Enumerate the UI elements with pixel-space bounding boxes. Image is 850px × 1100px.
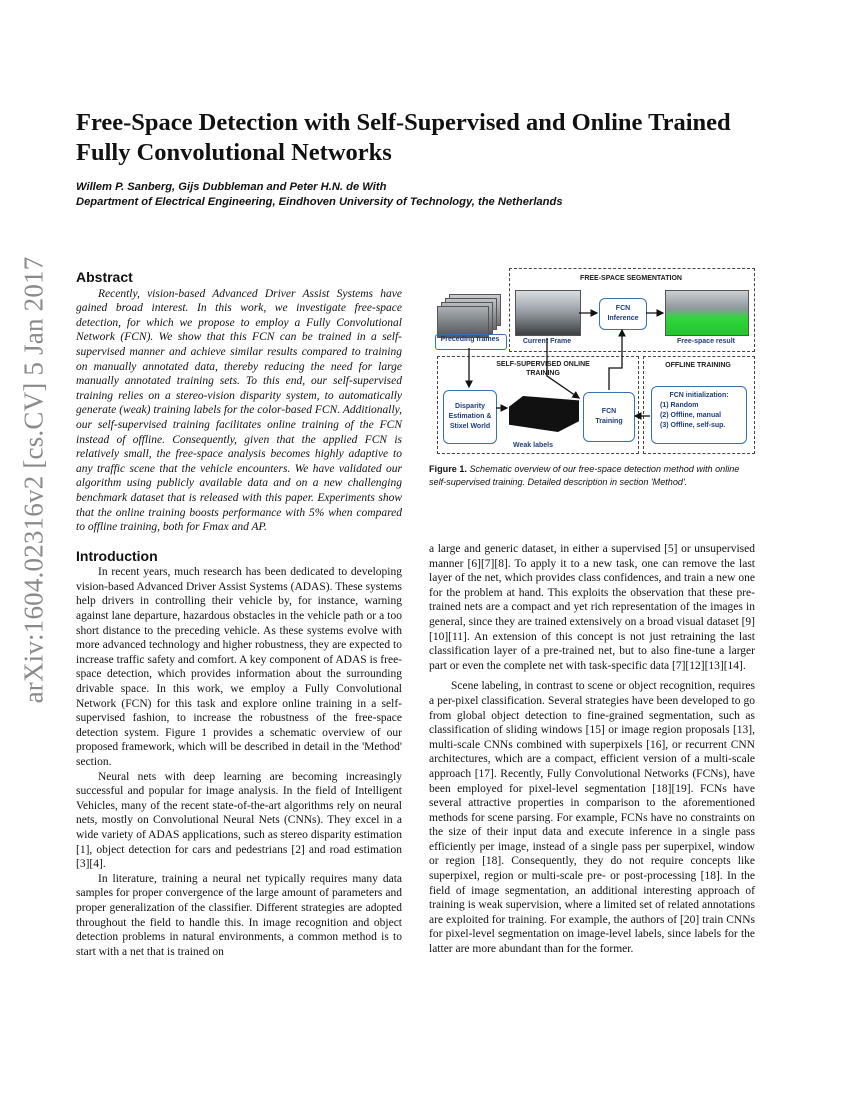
figure-arrows bbox=[429, 268, 757, 453]
disparity-label: Disparity Estimation & Stixel World bbox=[448, 403, 492, 430]
caption-text: Schematic overview of our free-space detection method with online self-supervised training. Detailed description in section 'Method'. bbox=[429, 464, 740, 487]
body-paragraph: a large and generic dataset, in either a supervised [5] or unsupervised manner [6][7][8]. To apply it to a new task, one can remove the last layer of the net, which provides class confidences, and train a new one for the problem at hand. This exploits the observation that these pre-trained nets are a compact and yet rich representation of the images in general, since they are trained extensively on a broad visual dataset [9][10][11]. An extension of this concept is not just retraining the last classification layer of a pre-trained net, but to also fine-tune a larger part or even the complete net with task-specific data [7][12][13][14]. bbox=[429, 543, 755, 672]
body-paragraph: Scene labeling, in contrast to scene or object recognition, requires a per-pixel classification. Several strategies have been developed to go from global object detection to fine-grained segmentation, such as classification of sliding windows [15] or image region proposals [13], multi-scale CNNs combined with superpixels [16], or recurrent CNN architectures, which are a compact, efficient version of a multi-scale approach [17]. Recently, Fully Convolutional Networks (FCNs), have been employed for pixel-level segmentation [18][19]. FCNs have several attractive properties in comparison to the aforementioned methods for scene parsing. For example, FCNs have no constraints on the size of their input data and execute inference in a single pass efficiently per image, instead of a single pass per superpixel, window or region [18]. Consequently, they do not require concepts like superpixel, region or multi-scale pre- or post-processing [18]. In the field of image segmentation, an additional interesting approach of training is weak supervision, where a limited set of related annotations are exploited for training. For example, the authors of [20] train CNNs for pixel-level segmentation on image-level labels, since labels for the latter are more abundant than for the former. bbox=[429, 680, 755, 956]
online-training-label: SELF-SUPERVISED ONLINE TRAINING bbox=[496, 361, 590, 377]
intro-paragraph: In recent years, much research has been dedicated to developing vision-based Advanced Driver Assist Systems (ADAS). These systems help drivers in controlling their vehicle by, for instance, warning against lane departure, hazardous obstacles in the vehicle path or a too short distance to the preceding vehicle. As these systems evolve with more advanced technology and higher robustness, they are expected to increase traffic safety and comfort. A key component of ADAS is free-space detection, which provides information about the surrounding drivable space. In this work, we employ a Fully Convolutional Network (FCN) for this task and explore online training in a self-supervised fashion, to increase the robustness of the free-space detection system. Figure 1 provides a schematic overview of our proposed framework, which will be described in detail in the 'Method' section. bbox=[76, 566, 402, 768]
author-names: Willem P. Sanberg, Gijs Dubbleman and Peter H.N. de With bbox=[76, 181, 387, 193]
init-option: (1) Random bbox=[660, 402, 699, 409]
preceding-frames-label: Preceding frames bbox=[440, 336, 500, 343]
arrow bbox=[547, 338, 579, 398]
abstract-paragraph: Recently, vision-based Advanced Driver Assist Systems have gained broad interest. In this work, we investigate free-space detection, for which we propose to employ a Fully Convolutional Network (FCN). We show that this FCN can be trained in a self-supervised manner and achieve similar results compared to training on manually annotated data, thereby reducing the need for large manually annotated training sets. To this end, our self-supervised training relies on a stereo-vision disparity system, to automatically generate (weak) training labels for the color-based FCN. Additionally, our self-supervised training facilitates online training of the FCN instead of offline. Consequently, given that the applied FCN is relatively small, the free-space analysis becomes highly adaptive to any traffic scene that the vehicle encounters. We have validated our algorithm using publicly available data and on a new challenging benchmark dataset that is released with this paper. Experiments show that the online training boosts performance with 5% when compared to offline training, both for Fmax and AP. bbox=[76, 287, 402, 534]
right-column bbox=[429, 542, 755, 957]
figure-1 bbox=[429, 268, 757, 453]
introduction-heading: Introduction bbox=[76, 547, 158, 564]
left-column bbox=[76, 270, 402, 959]
fcn-initialization-label: FCN initialization: bbox=[669, 392, 729, 399]
arxiv-stamp bbox=[14, 256, 54, 704]
affiliation: Department of Electrical Engineering, Eindhoven University of Technology, the Netherlands bbox=[76, 196, 563, 208]
current-frame-label: Current Frame bbox=[522, 338, 572, 345]
paper-title: Free-Space Detection with Self-Supervised and Online Trained Fully Convolutional Networks bbox=[76, 109, 731, 166]
weak-labels-label: Weak labels bbox=[513, 442, 553, 449]
intro-paragraph: In literature, training a neural net typically requires many data samples for proper convergence of the large amount of parameters and proper generalization of the classifier. Different strategies are adopted throughout the field to handle this. In image recognition and object detection problems in natural environments, a common method is to start with a net that is trained on bbox=[76, 872, 402, 958]
fcn-inference-label: FCN Inference bbox=[607, 305, 639, 322]
intro-paragraph: Neural nets with deep learning are becoming increasingly successful and popular for image analysis. In the field of Intelligent Vehicles, many of the recent state-of-the-art algorithms rely on neural nets, mostly on Convolutional Neural Nets (CNNs). They excel in a wide variety of ADAS applications, such as stereo disparity estimation [1], object detection for cars and pedestrians [2] and road estimation [3][4]. bbox=[76, 770, 402, 871]
figure-caption bbox=[429, 463, 759, 489]
abstract-body bbox=[76, 287, 402, 535]
introduction-body bbox=[76, 565, 402, 959]
init-option: (3) Offline, self-sup. bbox=[660, 422, 726, 429]
offline-training-label: OFFLINE TRAINING bbox=[665, 362, 731, 369]
caption-label: Figure 1. bbox=[429, 464, 467, 474]
free-space-segmentation-label: FREE-SPACE SEGMENTATION bbox=[580, 275, 682, 282]
free-space-result-label: Free-space result bbox=[677, 338, 735, 345]
arxiv-stamp-text: arXiv:1604.02316v2 [cs.CV] 5 Jan 2017 bbox=[18, 256, 49, 704]
author-block bbox=[76, 180, 776, 210]
fcn-training-label: FCN Training bbox=[595, 408, 623, 425]
init-option: (2) Offline, manual bbox=[660, 412, 722, 419]
abstract-heading: Abstract bbox=[76, 269, 133, 285]
arrow bbox=[609, 330, 622, 390]
